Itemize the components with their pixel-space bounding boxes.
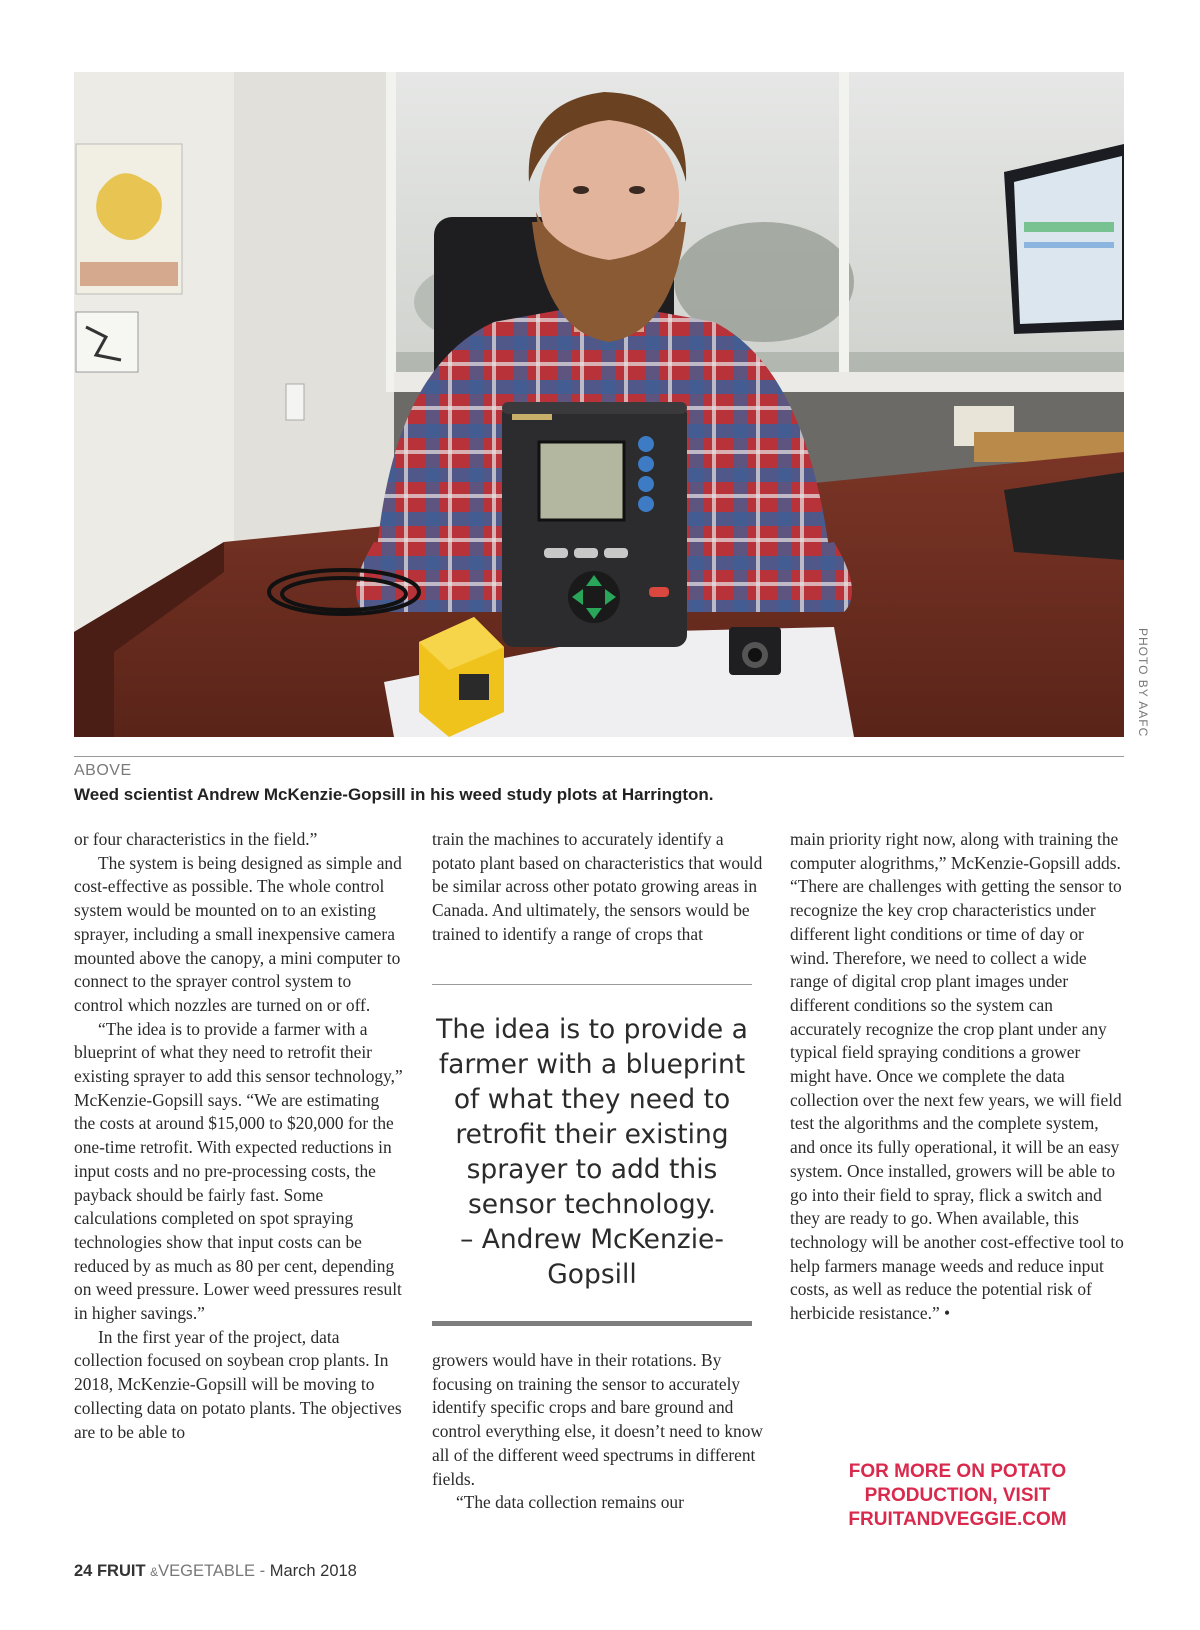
article-column-2-top bbox=[432, 828, 767, 947]
page-footer bbox=[74, 1562, 357, 1581]
page-number: 24 bbox=[74, 1562, 93, 1580]
cta-link[interactable] bbox=[820, 1460, 1095, 1532]
photo-illustration bbox=[74, 72, 1124, 737]
paragraph: main priority right now, along with training the computer alogrithms,” McKenzie-Gopsill adds. “There are challenges with getting the sensor to recognize the key crop characteristics under different light conditions or time of day or wind. Therefore, we need to collect a wide range of digital crop plant images under different conditions so the system can accurately recognize the crop plant under any typical field spraying conditions a grower might have. Once we complete the data collection over the next few years, we will field test the algorithms and the complete system, and once its fully operational, it will be an easy system. Once installed, growers will be able to go into their field to spray, flick a switch and they are ready to go. When available, this technology will be another cost-effective tool to help farmers manage weeds and reduce input costs, as well as reduce the potential risk of herbicide resistance.” • bbox=[790, 829, 1124, 1324]
article-column-3 bbox=[790, 828, 1125, 1326]
pull-quote-bottom-rule bbox=[432, 1321, 752, 1326]
photo-caption: Weed scientist Andrew McKenzie-Gopsill in his weed study plots at Harrington. bbox=[74, 785, 714, 804]
article-column-1 bbox=[74, 828, 404, 1444]
device-brand-plate bbox=[512, 414, 552, 420]
paragraph: growers would have in their rotations. By focusing on training the sensor to accurately identify specific crops and bare ground and control everything else, it doesn’t need to know all of the different weed spectrums in different fields. bbox=[432, 1350, 763, 1489]
pull-quote bbox=[432, 1012, 752, 1292]
pull-quote-top-rule bbox=[432, 984, 752, 985]
footer-separator: - bbox=[255, 1562, 270, 1580]
cta-line-3: FRUITANDVEGGIE.COM bbox=[848, 1509, 1067, 1530]
paragraph: “The data collection remains our bbox=[456, 1492, 684, 1513]
paragraph: train the machines to accurately identify a potato plant based on characteristics that would be similar across other potato growing areas in Canada. And ultimately, the sensors would be trained to identify a range of crops that bbox=[432, 829, 763, 944]
caption-kicker: ABOVE bbox=[74, 762, 132, 779]
pull-quote-text: The idea is to provide a farmer with a blueprint of what they need to retrofit their existing sprayer to add this sensor technology. bbox=[436, 1014, 748, 1220]
cta-line-1: FOR MORE ON POTATO bbox=[848, 1461, 1067, 1482]
brand-ampersand: & bbox=[150, 1565, 159, 1579]
pull-quote-attribution: – Andrew McKenzie-Gopsill bbox=[460, 1224, 724, 1290]
cta-line-2: PRODUCTION, VISIT bbox=[864, 1485, 1051, 1506]
paragraph: “The idea is to provide a farmer with a blueprint of what they need to retrofit their existing sprayer to add this sensor technology,” McKenzie-Gopsill says. “We are estimating the costs at around $15,000 to $20,000 for the one-time retrofit. With expected reductions in input costs and no pre-processing costs, the payback should be fairly fast. Some calculations completed on spot spraying technologies show that input costs can be reduced by as much as 80 per cent, depending on weed pressure. Lower weed pressures result in higher savings.” bbox=[74, 1018, 403, 1324]
paragraph: In the first year of the project, data collection focused on soybean crop plants. In 2018, McKenzie-Gopsill will be moving to collecting data on potato plants. The objectives are to be able to bbox=[74, 1326, 402, 1442]
paragraph: The system is being designed as simple and cost-effective as possible. The whole control system would be mounted on to an existing sprayer, including a small inexpensive camera mounted above the canopy, a mini computer to connect to the sprayer control system to control which nozzles are turned on or off. bbox=[74, 852, 402, 1015]
issue-date: March 2018 bbox=[269, 1562, 357, 1580]
paragraph: or four characteristics in the field.” bbox=[74, 829, 318, 849]
feature-photo bbox=[74, 72, 1124, 737]
photo-credit: PHOTO BY AAFC bbox=[1136, 628, 1150, 738]
caption-rule bbox=[74, 756, 1124, 757]
brand-fruit: FRUIT bbox=[96, 1562, 146, 1580]
brand-vegetable: VEGETABLE bbox=[158, 1562, 256, 1580]
article-column-2-bottom bbox=[432, 1349, 767, 1515]
